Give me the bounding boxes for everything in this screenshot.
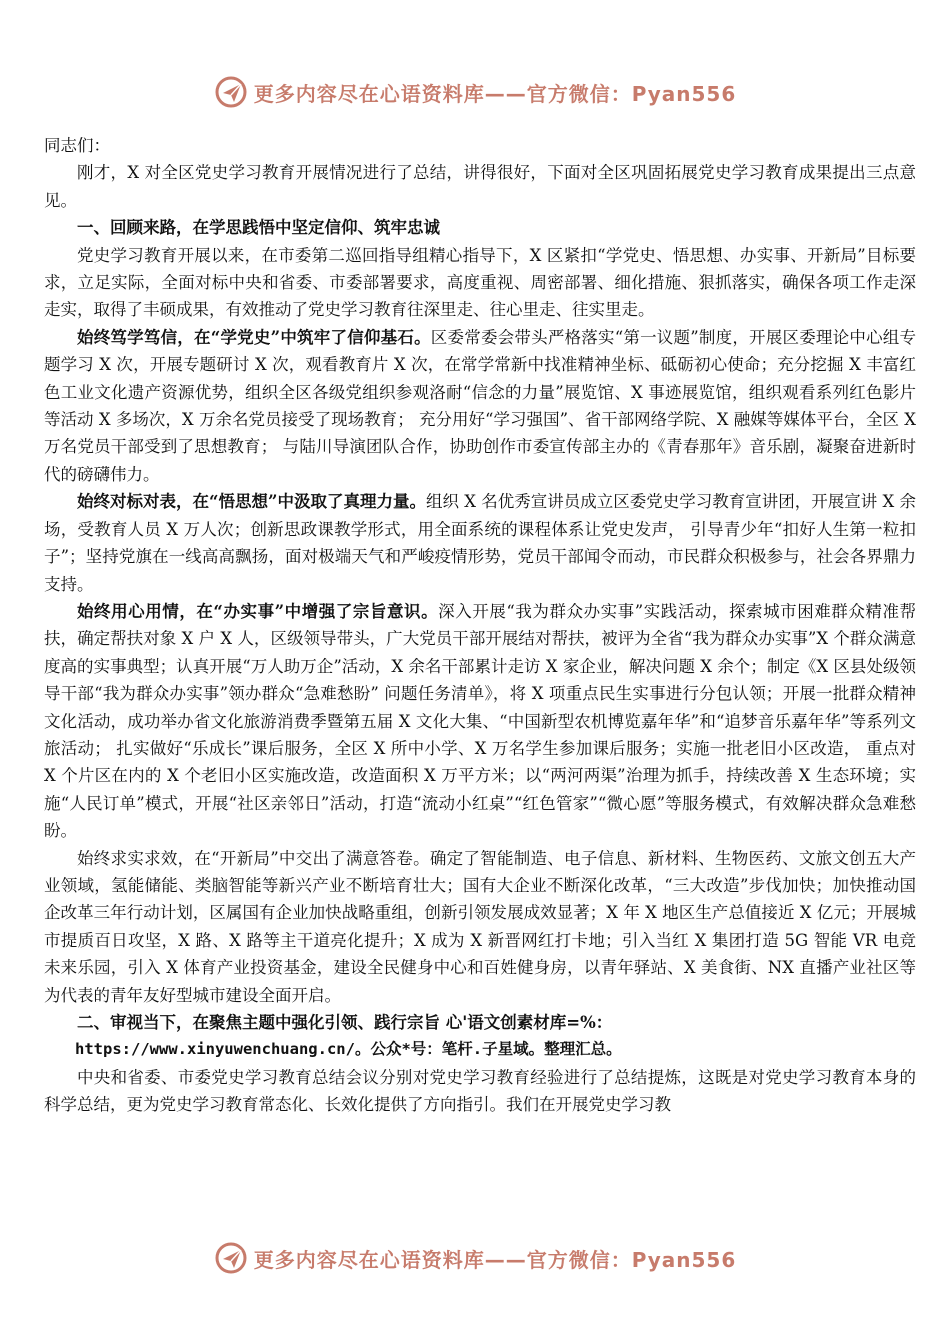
banner-text: 更多内容尽在心语资料库——官方微信：Pyan556 — [253, 81, 737, 106]
footer-banner — [0, 1238, 950, 1278]
paragraph-4-lead: 始终用心用情，在“办实事”中增强了宗旨意识。 — [77, 601, 439, 621]
paragraph-1: 党史学习教育开展以来，在市委第二巡回指导组精心指导下，X 区紧扣“学党史、悟思想、办实事、开新局”目标要求，立足实际，全面对标中央和省委、市委部署要求，高度重视、周密部署、细化措施、狠抓落实，确保各项工作走深走实，取得了丰硕成果，有效推动了党史学习教育往深里走、往心里走、往实里走。 — [44, 245, 916, 320]
paragraph-4 — [44, 598, 916, 845]
section-heading-1: 一、回顾来路，在学思践悟中坚定信仰、筑牢忠诚 — [77, 218, 440, 238]
greeting: 同志们： — [44, 136, 110, 155]
paragraph-4-text: 深入开展“我为群众办实事”实践活动，探索城市困难群众精准帮扶，确定帮扶对象 X 户 X 人，区级领导带头，广大党员干部开展结对帮扶，被评为全省“我为群众办实事”X 个群众满意度高的实事典型；认真开展“万人助万企”活动，X 余名干部累计走访 X 家企业，解决问题 X 余个；制定《X 区县处级领导干部“我为群众办实事”领办群众“急难愁盼” 问题任务清单》，将 X 项重点民生实事进行分包认领；开展一批群众精神文化活动，成功举办省文化旅游消费季暨第五届 X 文化大集、“中国新型农机博览嘉年华”和“追梦音乐嘉年华”等系列文旅活动； 扎实做好“乐成长”课后服务，全区 X 所中小学、X 万名学生参加课后服务；实施一批老旧小区改造， 重点对 X 个片区在内的 X 个老旧小区实施改造，改造面积 X 万平方米；以“两河两渠”治理为抓手，持续改善 X 生态环境；实施“人民订单”模式，开展“社区亲邻日”活动，打造“流动小红桌”“红色管家”“微心愿”等服务模式，有效解决群众急难愁盼。 — [44, 601, 917, 841]
header-banner — [0, 72, 950, 112]
section-heading-2: 二、审视当下，在聚焦主题中强化引领、践行宗旨 心'语文创素材库=%： — [77, 1013, 613, 1032]
paragraph-3 — [44, 488, 916, 598]
paragraph-3-text: 组织 X 名优秀宣讲员成立区委党史学习教育宣讲团，开展宣讲 X 余场，受教育人员 X 万人次；创新思政课教学形式，用全面系统的课程体系让党史发声， 引导青少年“扣好人生第一粒扣子”；坚持党旗在一线高高飘扬，面对极端天气和严峻疫情形势，党员干部闻令而动，市民群众积极参与，社会各界鼎力支持。 — [44, 492, 916, 594]
paragraph-2-text: 区委常委会带头严格落实“第一议题”制度，开展区委理论中心组专题学习 X 次，开展专题研讨 X 次，观看教育片 X 次，在常学常新中找准精神坐标、砥砺初心使命；充分挖掘 X 丰富红色工业文化遗产资源优势，组织全区各级党组织参观洛耐“信念的力量”展览馆、X 事迹展览馆，组织观看系列红色影片等活动 X 多场次，X 万余名党员接受了现场教育； 充分用好“学习强国”、省干部网络学院、X 融媒等媒体平台，全区 X 万名党员干部受到了思想教育； 与陆川导演团队合作，协助创作市委宣传部主办的《青春那年》音乐剧，凝聚奋进新时代的磅礴伟力。 — [44, 327, 917, 484]
url-line: https://www.xinyuwenchuang.cn/。公众*号：笔杆.子星域。整理汇总。 — [75, 1040, 622, 1059]
paragraph-2-lead: 始终笃学笃信，在“学党史”中筑牢了信仰基石。 — [77, 327, 431, 347]
paragraph-2 — [44, 324, 916, 488]
banner-text: 更多内容尽在心语资料库——官方微信：Pyan556 — [253, 1247, 737, 1272]
intro-paragraph: 刚才，X 对全区党史学习教育开展情况进行了总结，讲得很好，下面对全区巩固拓展党史学习教育成果提出三点意见。 — [44, 163, 916, 210]
paper-plane-logo-icon — [214, 75, 248, 109]
paragraph-5: 始终求实求效，在“开新局”中交出了满意答卷。确定了智能制造、电子信息、新材料、生物医药、文旅文创五大产业领域，氢能储能、类脑智能等新兴产业不断培育壮大；国有大企业不断深化改革，“三大改造”步伐加快；加快推动国企改革三年行动计划，区属国有企业加快战略重组，创新引领发展成效显著；X 年 X 地区生产总值接近 X 亿元；开展城市提质百日攻坚，X 路、X 路等主干道亮化提升；X 成为 X 新晋网红打卡地；引入当红 X 集团打造 5G 智能 VR 电竞未来乐园，引入 X 体育产业投资基金，建设全民健身中心和百姓健身房，以青年驿站、X 美食街、NX 直播产业社区等为代表的青年友好型城市建设全面开启。 — [44, 848, 916, 1005]
paragraph-6: 中央和省委、市委党史学习教育总结会议分别对党史学习教育经验进行了总结提炼，这既是对党史学习教育本身的科学总结，更为党史学习教育常态化、长效化提供了方向指引。我们在开展党史学习教 — [44, 1067, 916, 1115]
paper-plane-logo-icon — [214, 1241, 248, 1275]
document-body — [44, 132, 916, 1119]
paragraph-3-lead: 始终对标对表，在“悟思想”中汲取了真理力量。 — [77, 492, 426, 512]
